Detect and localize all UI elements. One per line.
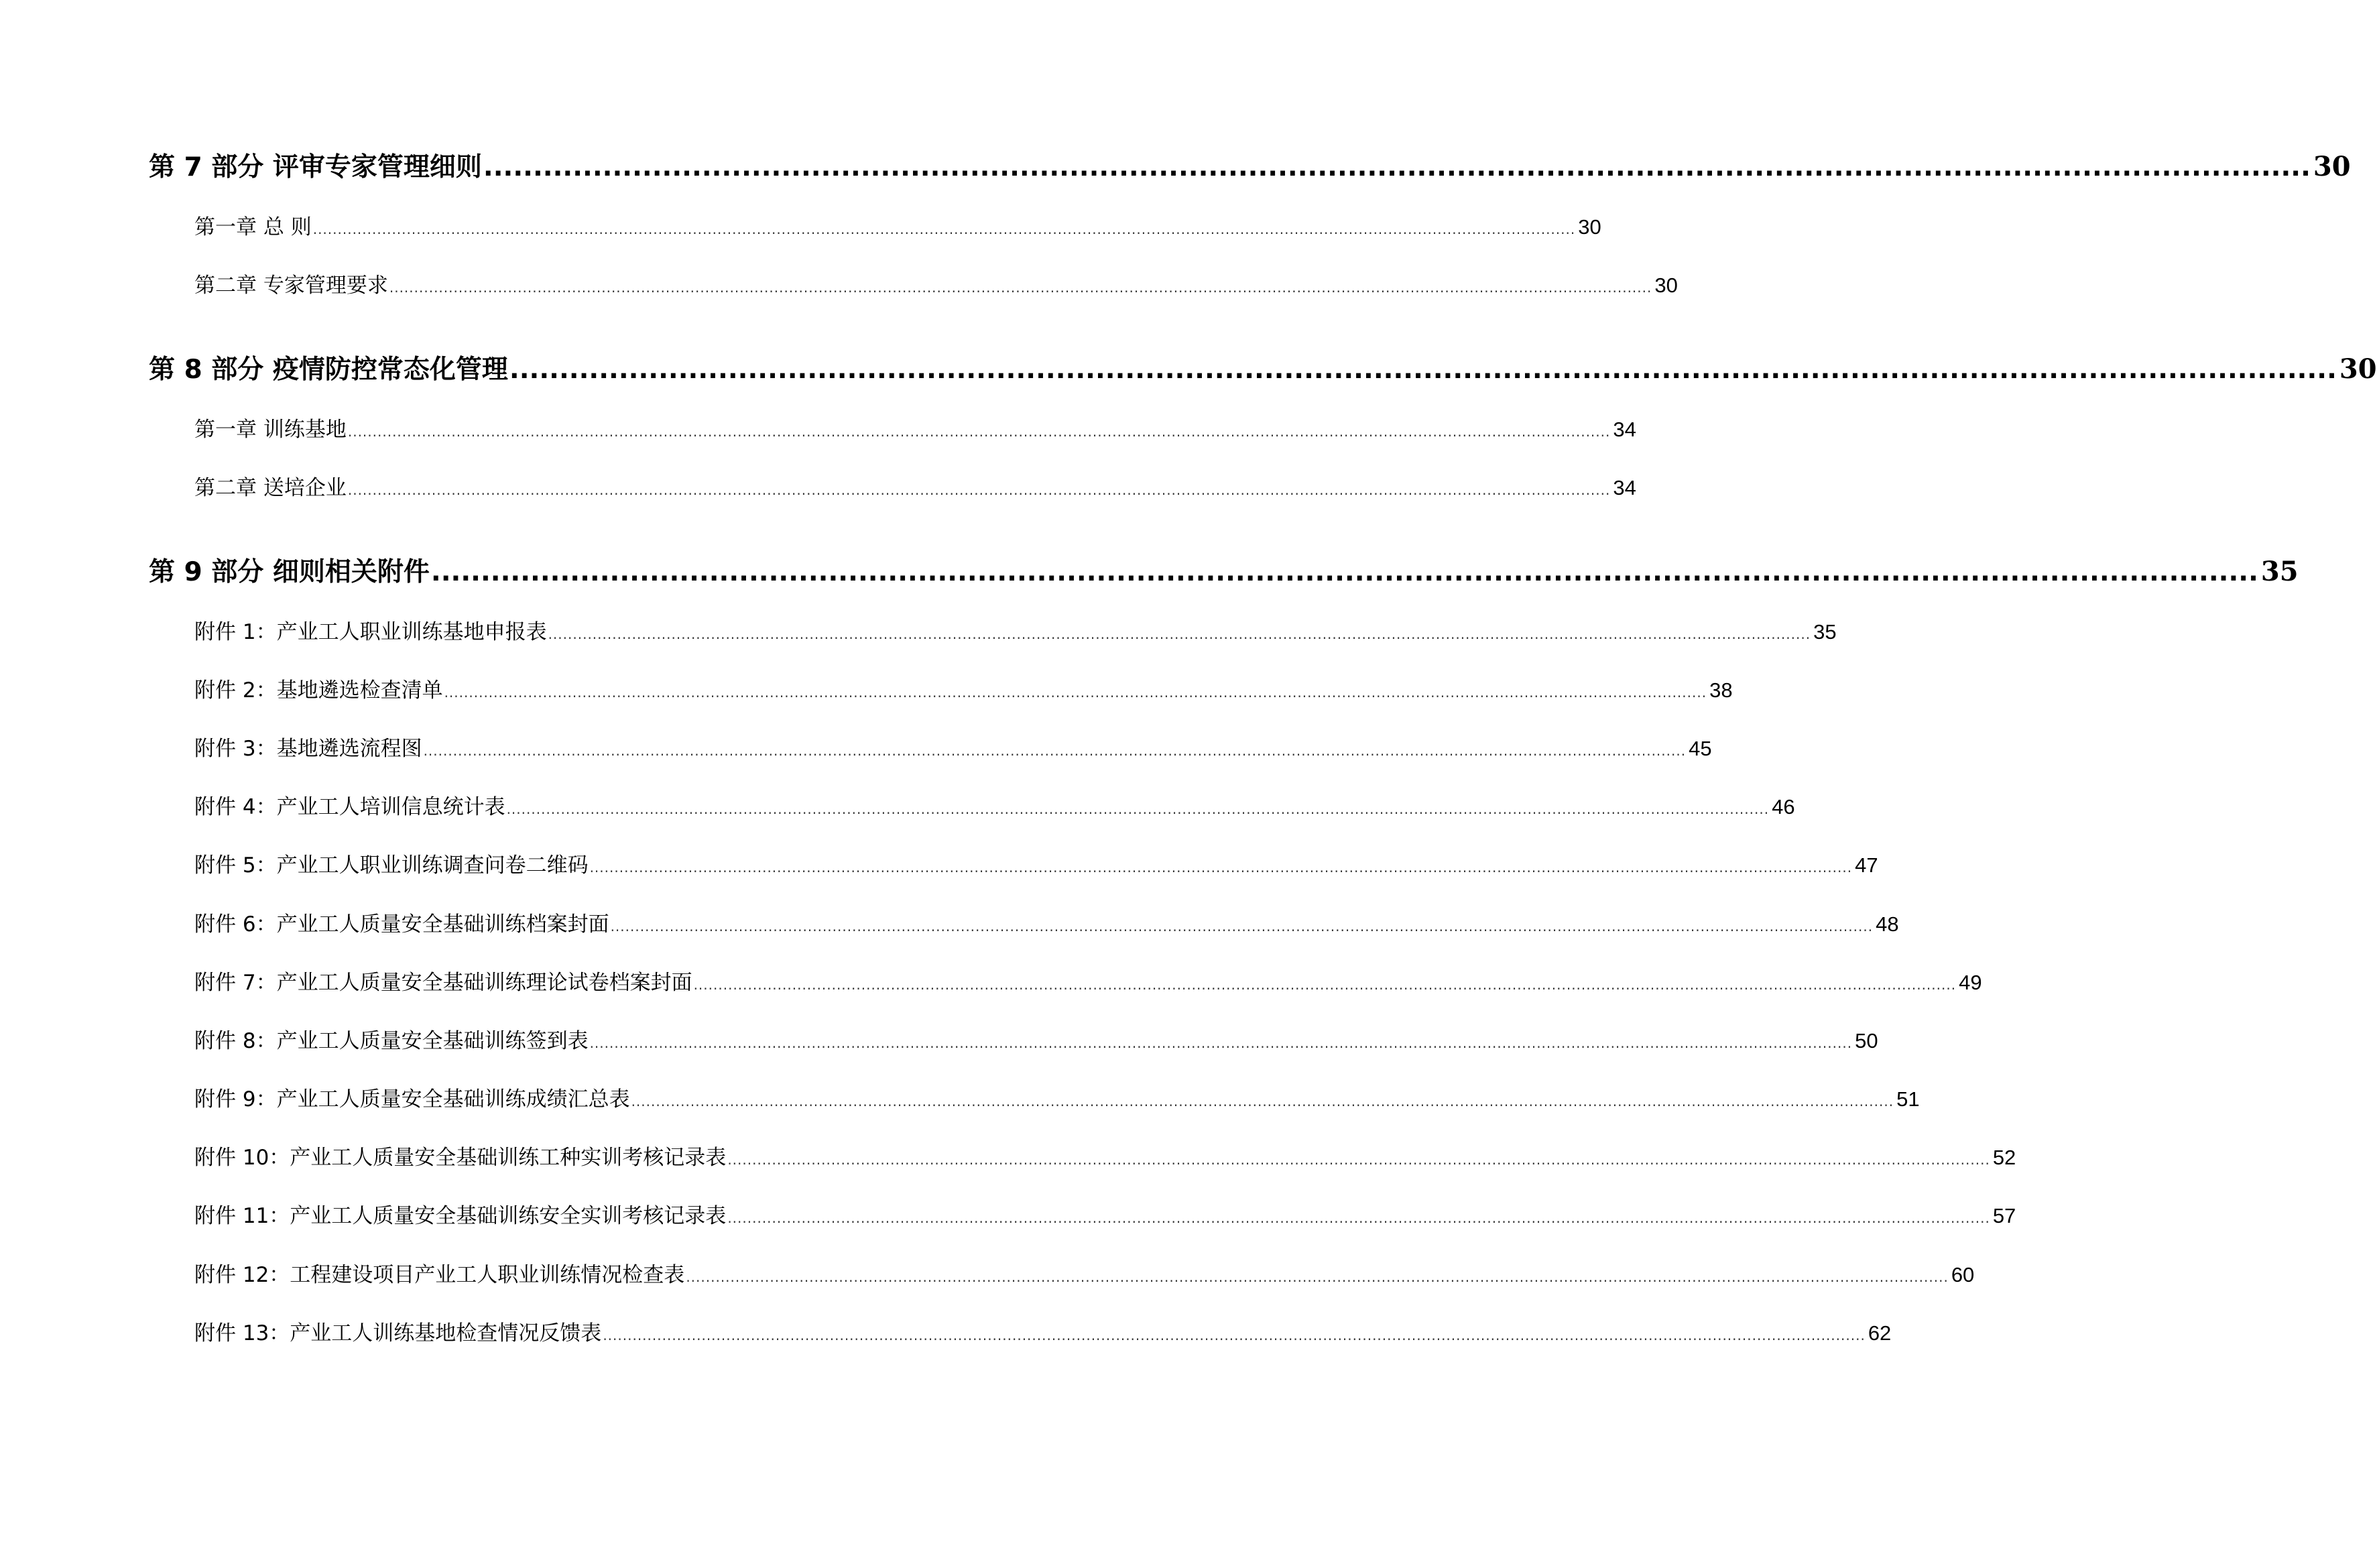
toc-entry-appendix[interactable] bbox=[194, 1082, 1920, 1112]
toc-entry-label: 附件 6：产业工人质量安全基础训练档案封面 bbox=[194, 912, 609, 937]
toc-dot-leader: ................................................................................................................................................................................................................................................................ bbox=[347, 482, 1611, 498]
toc-page-number: 57 bbox=[1992, 1204, 2016, 1227]
toc-page-number: 30 bbox=[2339, 353, 2377, 385]
toc-entry-appendix[interactable] bbox=[194, 848, 1878, 878]
toc-dot-leader: ................................................................................................................................................................................................................................................................ bbox=[631, 1093, 1894, 1109]
toc-page-number: 62 bbox=[1868, 1321, 1892, 1345]
toc-entry-appendix[interactable] bbox=[194, 1316, 1892, 1346]
toc-entry-chapter[interactable] bbox=[194, 268, 1678, 298]
toc-page-number: 45 bbox=[1689, 737, 1712, 760]
toc-dot-leader: ................................................................................................................................................................................................................................................................ bbox=[686, 1269, 1949, 1285]
toc-dot-leader: ........................................................................................................................................................................................ bbox=[430, 557, 2258, 587]
toc-entry-label: 附件 11：产业工人质量安全基础训练安全实训考核记录表 bbox=[194, 1204, 727, 1228]
toc-entry-appendix[interactable] bbox=[194, 615, 1837, 645]
toc-entry-label: 第二章 送培企业 bbox=[194, 476, 347, 500]
toc-dot-leader: ................................................................................................................................................................................................................................................................ bbox=[548, 626, 1811, 642]
toc-entry-appendix[interactable] bbox=[194, 673, 1733, 703]
toc-entry-chapter[interactable] bbox=[194, 210, 1601, 240]
toc-entry-label: 附件 12：工程建设项目产业工人职业训练情况检查表 bbox=[194, 1263, 685, 1287]
toc-page-number: 48 bbox=[1876, 912, 1899, 936]
toc-page-number: 47 bbox=[1855, 853, 1878, 877]
toc-dot-leader: ................................................................................................................................................................................................................................................................ bbox=[693, 977, 1957, 993]
toc-dot-leader: ................................................................................................................................................................................................................................................................ bbox=[389, 280, 1652, 296]
toc-page-number: 60 bbox=[1951, 1263, 1975, 1286]
toc-entry-appendix[interactable] bbox=[194, 1258, 1975, 1288]
toc-entry-label: 附件 7：产业工人质量安全基础训练理论试卷档案封面 bbox=[194, 971, 692, 995]
toc-page-number: 30 bbox=[1578, 215, 1601, 239]
toc-page-number: 30 bbox=[2313, 151, 2351, 182]
toc-dot-leader: ................................................................................................................................................................................................................................................................ bbox=[603, 1327, 1866, 1343]
toc-dot-leader: ........................................................................................................................................................................................ bbox=[509, 355, 2337, 385]
toc-dot-leader: ................................................................................................................................................................................................................................................................ bbox=[423, 743, 1687, 759]
toc-page-number: 38 bbox=[1709, 678, 1733, 702]
toc-entry-label: 第二章 专家管理要求 bbox=[194, 274, 388, 298]
toc-page-number: 50 bbox=[1855, 1029, 1878, 1052]
toc-entry-chapter[interactable] bbox=[194, 412, 1636, 442]
toc-entry-appendix[interactable] bbox=[194, 1199, 2016, 1229]
toc-entry-label: 附件 1：产业工人职业训练基地申报表 bbox=[194, 620, 547, 644]
toc-entry-label: 第一章 总 则 bbox=[194, 215, 312, 239]
toc-entry-appendix[interactable] bbox=[194, 965, 1982, 996]
toc-dot-leader: ................................................................................................................................................................................................................................................................ bbox=[589, 1035, 1853, 1051]
toc-entry-label: 附件 8：产业工人质量安全基础训练签到表 bbox=[194, 1029, 589, 1053]
toc-entry-label: 附件 4：产业工人培训信息统计表 bbox=[194, 795, 505, 819]
toc-dot-leader: ................................................................................................................................................................................................................................................................ bbox=[506, 801, 1770, 817]
toc-entry-label: 第 8 部分 疫情防控常态化管理 bbox=[149, 355, 508, 385]
toc-entry-label: 附件 9：产业工人质量安全基础训练成绩汇总表 bbox=[194, 1087, 630, 1111]
toc-entry-label: 附件 2：基地遴选检查清单 bbox=[194, 678, 443, 703]
toc-entry-part-8[interactable] bbox=[149, 349, 2377, 386]
toc-dot-leader: ................................................................................................................................................................................................................................................................ bbox=[312, 221, 1576, 237]
toc-page-number: 30 bbox=[1654, 274, 1678, 297]
toc-dot-leader: ................................................................................................................................................................................................................................................................ bbox=[444, 684, 1707, 701]
toc-page-number: 46 bbox=[1772, 795, 1795, 819]
toc-entry-label: 附件 3：基地遴选流程图 bbox=[194, 737, 422, 761]
toc-entry-appendix[interactable] bbox=[194, 790, 1795, 820]
toc-page-number: 49 bbox=[1959, 971, 1982, 994]
toc-entry-part-9[interactable] bbox=[149, 551, 2299, 589]
toc-page-number: 35 bbox=[2260, 556, 2299, 587]
toc-entry-chapter[interactable] bbox=[194, 471, 1636, 501]
toc-page-number: 51 bbox=[1896, 1087, 1920, 1111]
toc-dot-leader: ................................................................................................................................................................................................................................................................ bbox=[347, 424, 1611, 440]
toc-page-number: 35 bbox=[1813, 620, 1837, 644]
toc-entry-label: 第 9 部分 细则相关附件 bbox=[149, 557, 430, 587]
toc-page-number: 34 bbox=[1613, 476, 1636, 499]
toc-page-number: 52 bbox=[1992, 1146, 2016, 1169]
toc-entry-appendix[interactable] bbox=[194, 1140, 2016, 1170]
toc-entry-label: 附件 5：产业工人职业训练调查问卷二维码 bbox=[194, 853, 589, 878]
toc-entry-appendix[interactable] bbox=[194, 731, 1712, 762]
toc-page-number: 34 bbox=[1613, 418, 1636, 441]
toc-dot-leader: ................................................................................................................................................................................................................................................................ bbox=[727, 1152, 1990, 1168]
toc-entry-appendix[interactable] bbox=[194, 1024, 1878, 1054]
toc-entry-label: 第一章 训练基地 bbox=[194, 418, 347, 442]
toc-entry-label: 附件 13：产业工人训练基地检查情况反馈表 bbox=[194, 1321, 602, 1345]
toc-dot-leader: ................................................................................................................................................................................................................................................................ bbox=[727, 1210, 1990, 1226]
toc-entry-appendix[interactable] bbox=[194, 907, 1899, 937]
toc-dot-leader: ........................................................................................................................................................................................ bbox=[483, 152, 2311, 182]
toc-entry-label: 第 7 部分 评审专家管理细则 bbox=[149, 152, 482, 182]
toc-entry-label: 附件 10：产业工人质量安全基础训练工种实训考核记录表 bbox=[194, 1146, 727, 1170]
toc-dot-leader: ................................................................................................................................................................................................................................................................ bbox=[589, 859, 1853, 876]
toc-entry-part-7[interactable] bbox=[149, 146, 2351, 184]
toc-dot-leader: ................................................................................................................................................................................................................................................................ bbox=[610, 918, 1874, 934]
